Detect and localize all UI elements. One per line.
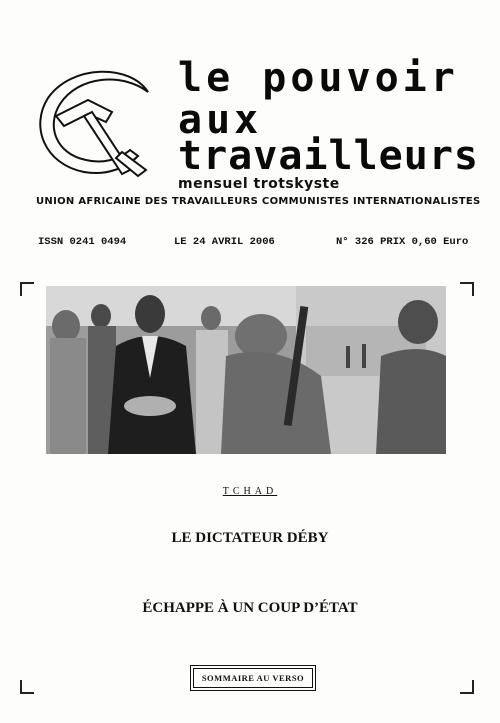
frame-corner-top-left [20,282,34,296]
masthead-subtitle: mensuel trotskyste [178,176,340,192]
headline-line1: LE DICTATEUR DÉBY [171,530,329,546]
headline-line2: ÉCHAPPE À UN COUP D’ÉTAT [142,600,358,616]
masthead-title-line2: aux [178,97,263,143]
frame-corner-bottom-left [20,680,34,694]
issue-number-price: N° 326 PRIX 0,60 Euro [336,236,469,248]
frame-corner-bottom-right [460,680,474,694]
issn: ISSN 0241 0494 [38,236,127,248]
frame-corner-top-right [460,282,474,296]
sommaire-box: SOMMAIRE AU VERSO [193,668,313,688]
issue-date: LE 24 AVRIL 2006 [174,236,275,248]
organization-name: UNION AFRICAINE DES TRAVAILLEURS COMMUNISTES INTERNATIONALISTES [36,196,481,207]
cover-photo [46,286,446,454]
section-label: TCHAD [222,486,278,497]
masthead-title-line3: travailleurs [178,133,479,179]
hammer-sickle-icon [26,60,166,180]
masthead-title-line1: le pouvoir [178,55,459,101]
